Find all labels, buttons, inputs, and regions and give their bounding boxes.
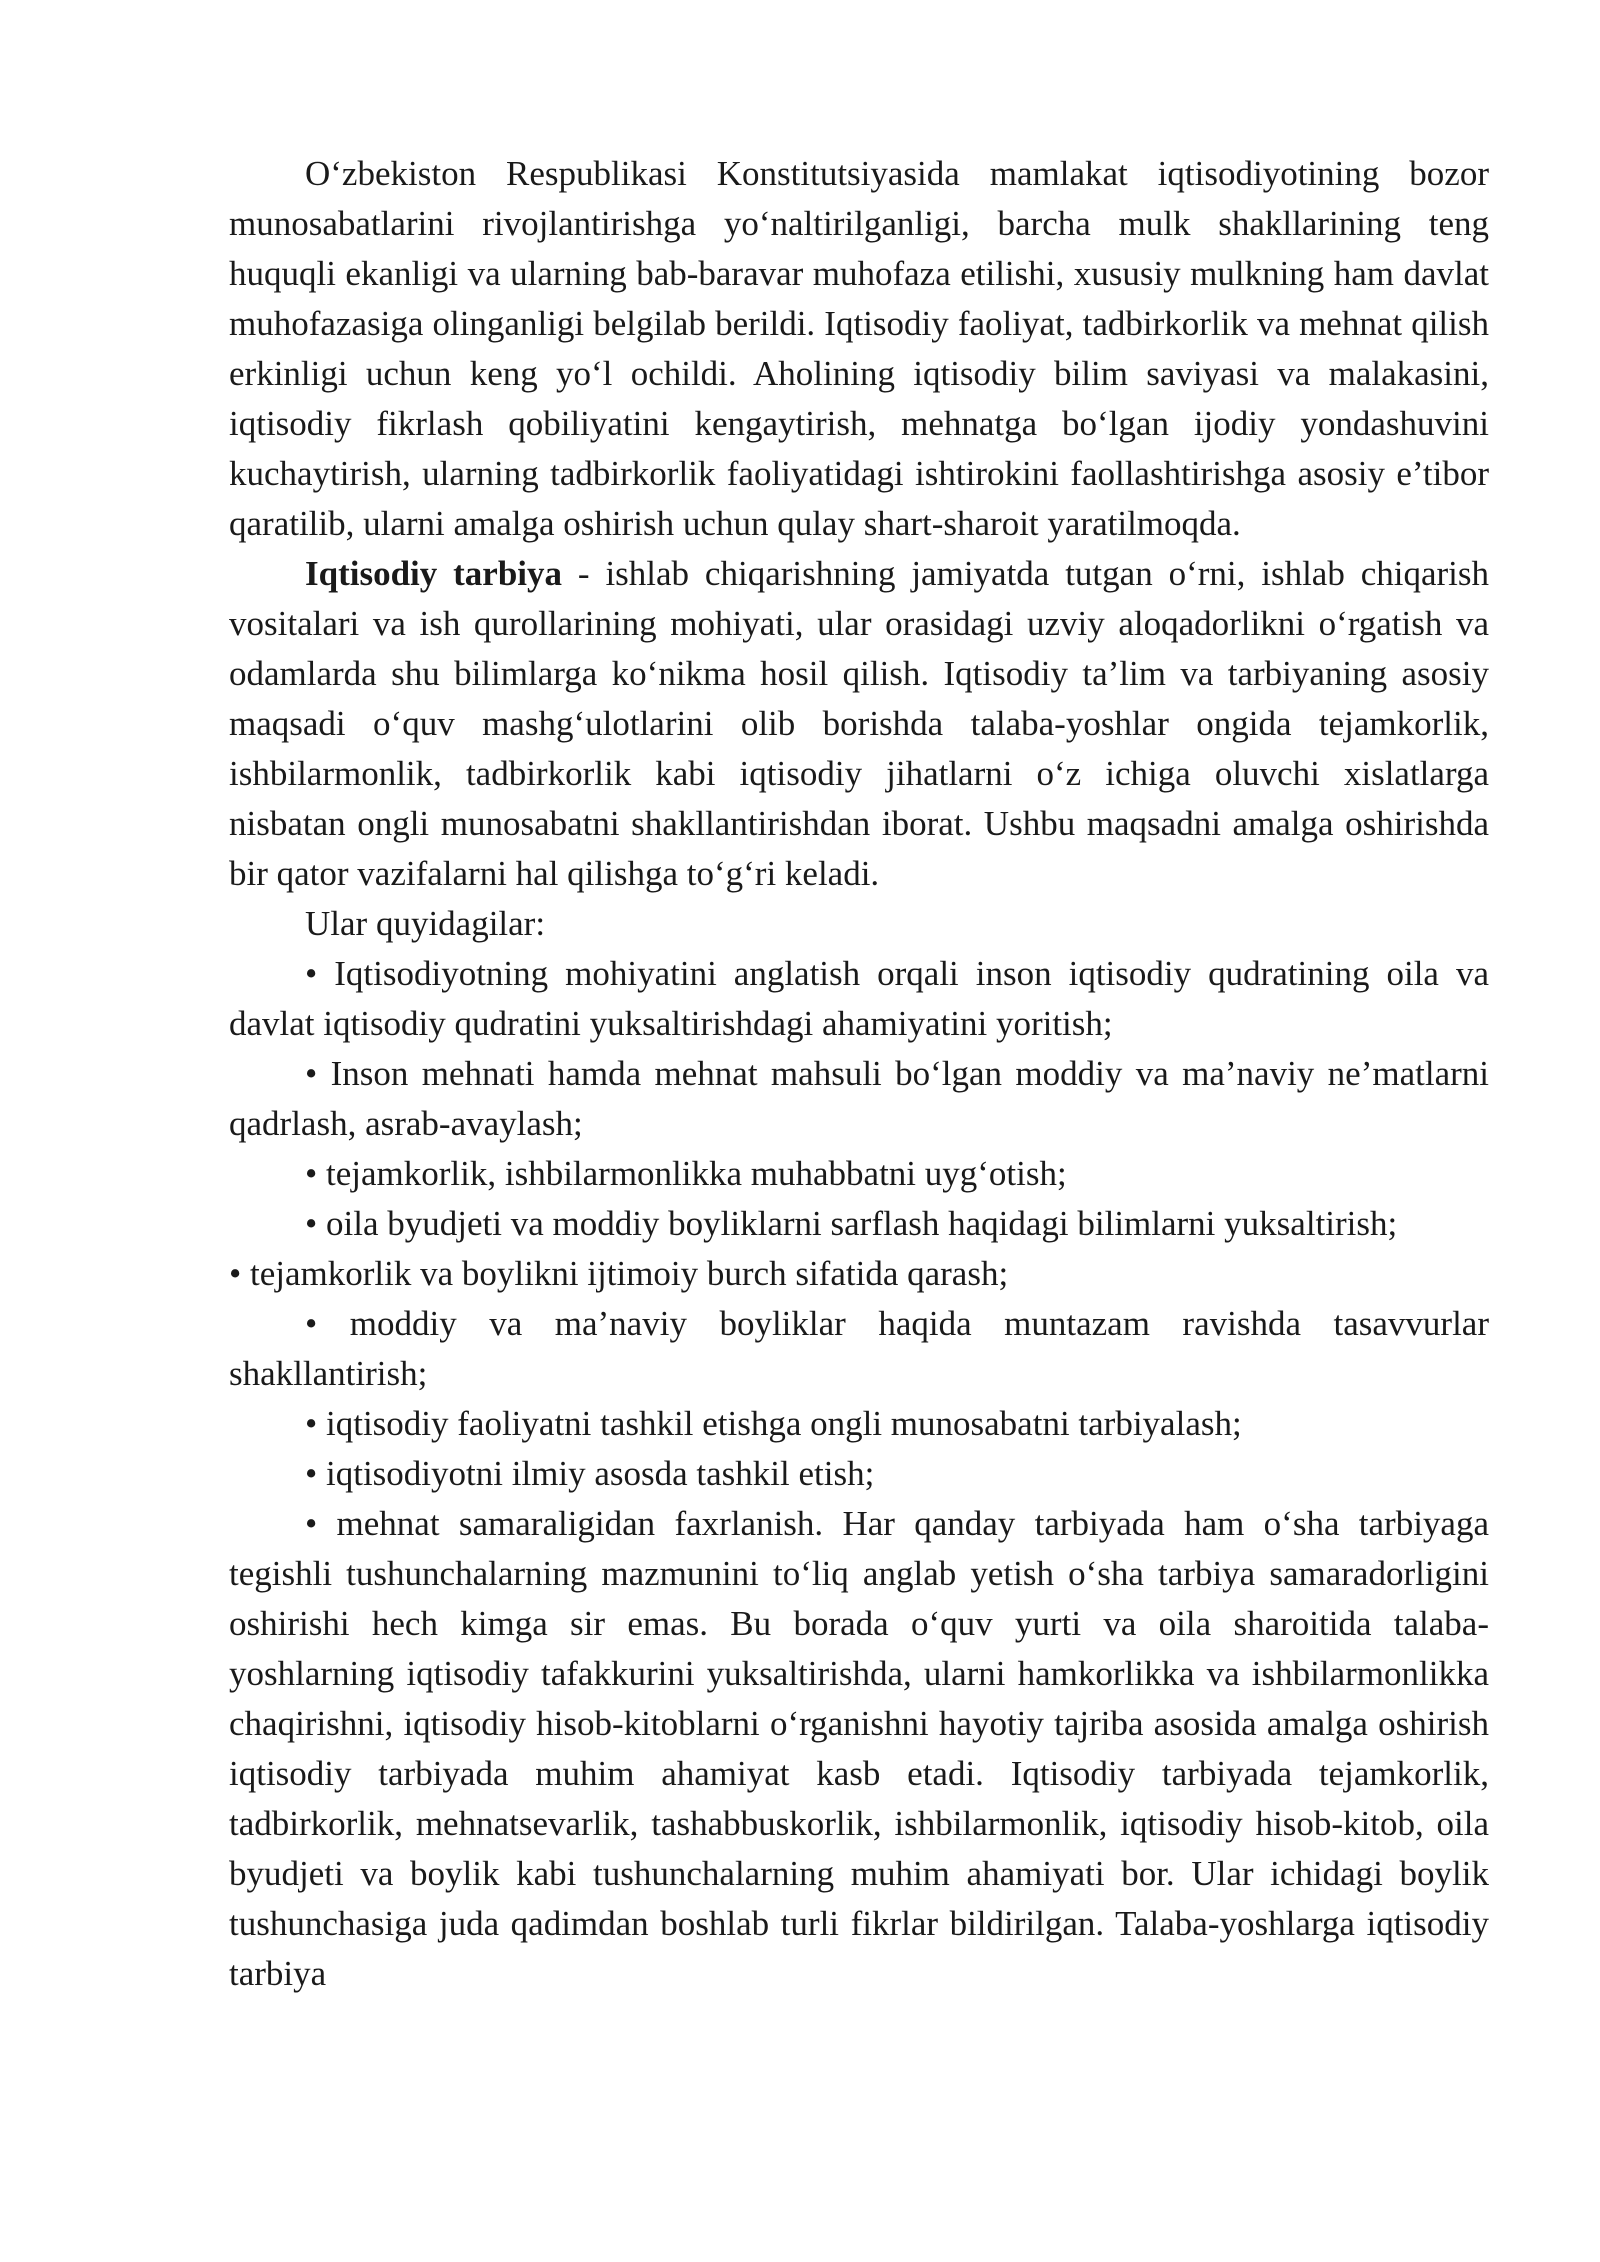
list-item-2: • Inson mehnati hamda mehnat mahsuli bo‘lgan moddiy va ma’naviy ne’matlarni qadrlash, asrab-avaylash; (229, 1054, 1489, 1143)
list-item-5: • tejamkorlik va boylikni ijtimoiy burch sifatida qarash; (229, 1254, 1009, 1293)
list-item-3: • tejamkorlik, ishbilarmonlikka muhabbatni uyg‘otish; (305, 1154, 1067, 1193)
paragraph-economic-education-definition (229, 549, 1489, 899)
list-item-9: • mehnat samaraligidan faxrlanish. Har qanday tarbiyada ham o‘sha tarbiyaga tegishli tushunchalarning mazmunini to‘liq anglab yetish o‘sha tarbiya samaradorligini oshirishi hech kimga sir emas. Bu borada o‘quv yurti va oila sharoitida talaba-yoshlarning iqtisodiy tafakkurini yuksaltirishda, ularni hamkorlikka va ishbilarmonlikka chaqirishni, iqtisodiy hisob-kitoblarni o‘rganishni hayotiy tajriba asosida amalga oshirish iqtisodiy tarbiyada muhim ahamiyat kasb etadi. Iqtisodiy tarbiyada tejamkorlik, tadbirkorlik, mehnatsevarlik, tashabbuskorlik, ishbilarmonlik, iqtisodiy hisob-kitob, oila byudjeti va boylik kabi tushunchalarning muhim ahamiyati bor. Ular ichidagi boylik tushunchasiga juda qadimdan boshlab turli fikrlar bildirilgan. Talaba-yoshlarga iqtisodiy tarbiya (229, 1504, 1489, 1993)
paragraph-constitution: O‘zbekiston Respublikasi Konstitutsiyasida mamlakat iqtisodiyotining bozor munosabatlarini rivojlantirishga yo‘naltirilganligi, barcha mulk shakllarining teng huquqli ekanligi va ularning bab-baravar muhofaza etilishi, xususiy mulkning ham davlat muhofazasiga olinganligi belgilab berildi. Iqtisodiy faoliyat, tadbirkorlik va mehnat qilish erkinligi uchun keng yo‘l ochildi. Aholining iqtisodiy bilim saviyasi va malakasini, iqtisodiy fikrlash qobiliyatini kengaytirish, mehnatga bo‘lgan ijodiy yondashuvini kuchaytirish, ularning tadbirkorlik faoliyatidagi ishtirokini faollashtirishga asosiy e’tibor qaratilib, ularni amalga oshirish uchun qulay shart-sharoit yaratilmoqda. (229, 154, 1489, 543)
list-item-8: • iqtisodiyotni ilmiy asosda tashkil etish; (305, 1454, 875, 1493)
list-item-7: • iqtisodiy faoliyatni tashkil etishga ongli munosabatni tarbiyalash; (305, 1404, 1242, 1443)
paragraph-list-intro: Ular quyidagilar: (305, 904, 546, 943)
term-economic-education: Iqtisodiy tarbiya (305, 554, 563, 593)
document-body (229, 149, 1489, 1999)
list-item-6: • moddiy va ma’naviy boyliklar haqida muntazam ravishda tasavvurlar shakllantirish; (229, 1304, 1489, 1393)
list-item-4: • oila byudjeti va moddiy boyliklarni sarflash haqidagi bilimlarni yuksaltirish; (305, 1204, 1398, 1243)
definition-text: - ishlab chiqarishning jamiyatda tutgan o‘rni, ishlab chiqarish vositalari va ish qurollarining mohiyati, ular orasidagi uzviy aloqadorlikni o‘rgatish va odamlarda shu bilimlarga ko‘nikma hosil qilish. Iqtisodiy ta’lim va tarbiyaning asosiy maqsadi o‘quv mashg‘ulotlarini olib borishda talaba-yoshlar ongida tejamkorlik, ishbilarmonlik, tadbirkorlik kabi iqtisodiy jihatlarni o‘z ichiga oluvchi xislatlarga nisbatan ongli munosabatni shakllantirishdan iborat. Ushbu maqsadni amalga oshirishda bir qator vazifalarni hal qilishga to‘g‘ri keladi. (229, 554, 1490, 893)
list-item-1: • Iqtisodiyotning mohiyatini anglatish orqali inson iqtisodiy qudratining oila va davlat iqtisodiy qudratini yuksaltirishdagi ahamiyatini yoritish; (229, 954, 1489, 1043)
